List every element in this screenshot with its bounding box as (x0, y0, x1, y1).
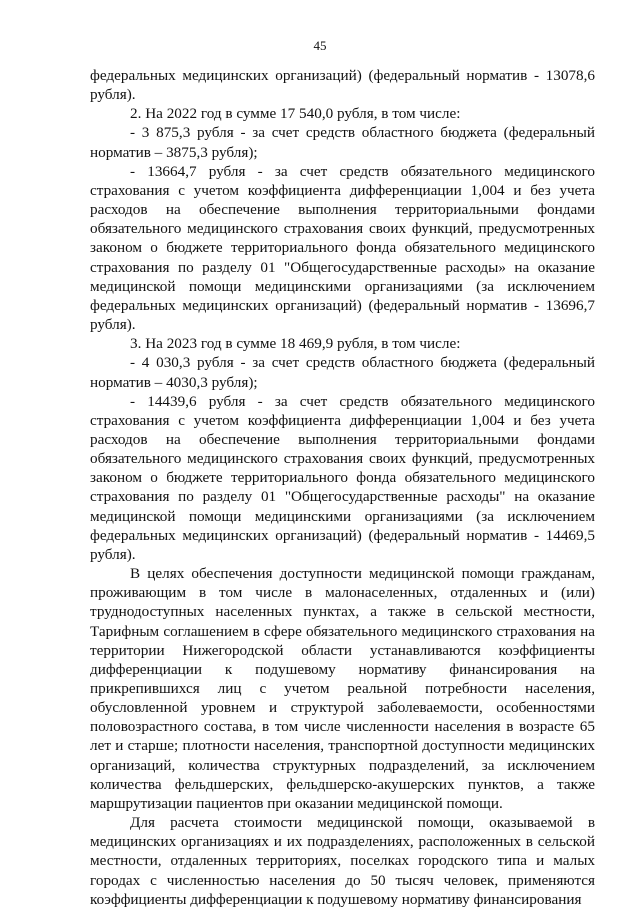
paragraph-accessibility: В целях обеспечения доступности медицинской помощи гражданам, проживающим в том числе в малонаселенных, отдаленных и (или) труднодоступных населенных пунктах, а также в сельской местности, Тарифным соглашением в сфере обязательного медицинского страхования на территории Нижегородской области устанавливаются коэффициенты дифференциации к подушевому нормативу финансирования на прикрепившихся лиц с учетом реальной потребности населения, обусловленной уровнем и структурой заболеваемости, особенностями половозрастного состава, в том числе численности населения в возрасте 65 лет и старше; плотности населения, транспортной доступности медицинских организаций, количества структурных подразделений, за исключением количества фельдшерских, фельдшерско-акушерских пунктов, а также маршрутизации пациентов при оказании медицинской помощи. (90, 565, 595, 812)
paragraph-continuation: федеральных медицинских организаций) (федеральный норматив - 13078,6 рубля). (90, 67, 595, 104)
paragraph-2022-insurance: - 13664,7 рубля - за счет средств обязательного медицинского страхования с учетом коэффициента дифференциации 1,004 и без учета расходов на обеспечение выполнения территориальными фондами обязательного медицинского страхования своих функций, предусмотренных законом о бюджете территориального фонда обязательного медицинского страхования по разделу 01 "Общегосударственные расходы» на оказание медицинской помощи медицинскими организациями (за исключением федеральных медицинских организаций) (федеральный норматив - 13696,7 рубля). (90, 162, 595, 334)
page-number: 45 (313, 38, 327, 53)
paragraph-2023-heading: 3. На 2023 год в сумме 18 469,9 рубля, в том числе: (130, 335, 461, 353)
paragraph-2023-regional-budget: - 4 030,3 рубля - за счет средств областного бюджета (федеральный норматив – 4030,3 рубля); (90, 354, 595, 391)
paragraph-2022-regional-budget: - 3 875,3 рубля - за счет средств областного бюджета (федеральный норматив – 3875,3 рубля); (90, 124, 595, 161)
document-body (90, 66, 595, 909)
paragraph-cost-calculation: Для расчета стоимости медицинской помощи, оказываемой в медицинских организациях и их подразделениях, расположенных в сельской местности, отдаленных территориях, поселках городского типа и малых городах с численностью населения до 50 тысяч человек, применяются коэффициенты дифференциации к подушевому нормативу финансирования (90, 814, 595, 908)
paragraph-2023-insurance: - 14439,6 рубля - за счет средств обязательного медицинского страхования с учетом коэффициента дифференциации 1,004 и без учета расходов на обеспечение выполнения территориальными фондами обязательного медицинского страхования своих функций, предусмотренных законом о бюджете территориального фонда обязательного медицинского страхования по разделу 01 "Общегосударственные расходы" на оказание медицинской помощи медицинскими организациями (за исключением федеральных медицинских организаций) (федеральный норматив - 14469,5 рубля). (90, 392, 595, 563)
paragraph-2022-heading: 2. На 2022 год в сумме 17 540,0 рубля, в том числе: (130, 105, 461, 123)
